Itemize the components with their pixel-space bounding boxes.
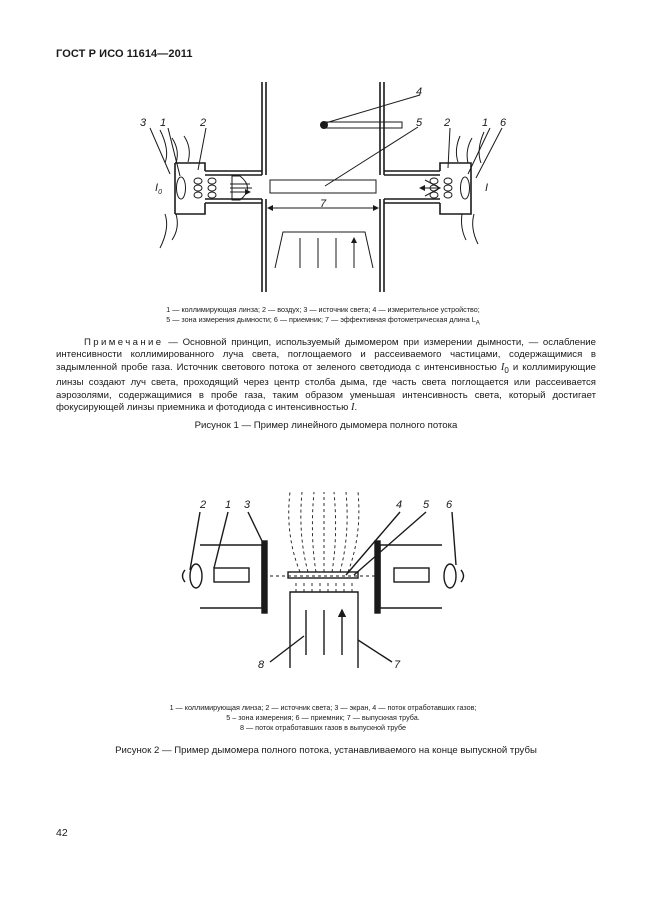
fig1-legend-line-1: 1 — коллимирующая линза; 2 — воздух; 3 — источник света; 4 — измерительное устройство;: [166, 305, 480, 314]
fig1-legend: [60, 305, 586, 328]
fig1-label-2-right: 2: [444, 117, 451, 129]
fig2-label-5: 5: [423, 499, 430, 511]
figure-1-diagram: [0, 0, 646, 330]
fig1-label-1-left: 1: [160, 117, 167, 129]
figure-2-diagram: [0, 470, 646, 700]
fig2-label-3: 3: [244, 499, 251, 511]
fig1-label-i: I: [485, 182, 489, 194]
fig1-label-2-left: 2: [200, 117, 207, 129]
fig2-legend-line-2: 5 – зона измерения; 6 — приемник; 7 — выпускная труба.: [226, 713, 420, 722]
fig2-label-8: 8: [258, 659, 265, 671]
fig1-label-6: 6: [500, 117, 507, 129]
fig2-label-6: 6: [446, 499, 453, 511]
fig1-caption: Рисунок 1 — Пример линейного дымомера полного потока: [194, 420, 458, 431]
note-paragraph: Примечание — Основной принцип, используемый дымомером при измерении дымности, — ослабление интенсивности коллимированного луча света, поглощаемого и рассеиваемого частицами, содержащимися в задымленной пробе газа. Источник светового потока от зеленого светодиода с интенсивностью $I_0$ и коллимирующие линзы создают луч света, проходящий через центр столба дыма, где часть света поглощается или рассеивается аэрозолями, содержащимися в пробе газа, таким образом уменьшая интенсивность света, который достигает фокусирующей линзы приемника и фотодиода с интенсивностью I.: [56, 337, 597, 413]
fig2-legend-line-3: 8 — поток отработавших газов в выпускной трубе: [240, 723, 406, 732]
fig1-label-3: 3: [140, 117, 147, 129]
fig1-label-i0: $I_0$: [155, 182, 162, 196]
fig1-label-1-right: 1: [482, 117, 489, 129]
fig1-label-7: 7: [320, 198, 327, 210]
fig2-legend-line-1: 1 — коллимирующая линза; 2 — источник света; 3 — экран, 4 — поток отработавших газов;: [169, 703, 477, 712]
fig1-label-5: 5: [416, 117, 423, 129]
fig2-label-2: 2: [200, 499, 207, 511]
page-number: 42: [56, 827, 68, 839]
fig1-legend-line-2: 5 — зона измерения дымности; 6 — приемник; 7 — эффективная фотометрическая длина $L_A$: [166, 315, 480, 327]
page-header: ГОСТ Р ИСО 11614—2011: [56, 48, 193, 60]
fig2-caption: Рисунок 2 — Пример дымомера полного потока, устанавливаемого на конце выпускной трубы: [115, 745, 537, 756]
fig2-label-7: 7: [394, 659, 401, 671]
fig2-legend: [60, 703, 586, 733]
fig2-label-4: 4: [396, 499, 403, 511]
fig2-label-1-left: 1: [225, 499, 232, 511]
fig1-label-4: 4: [416, 86, 423, 98]
